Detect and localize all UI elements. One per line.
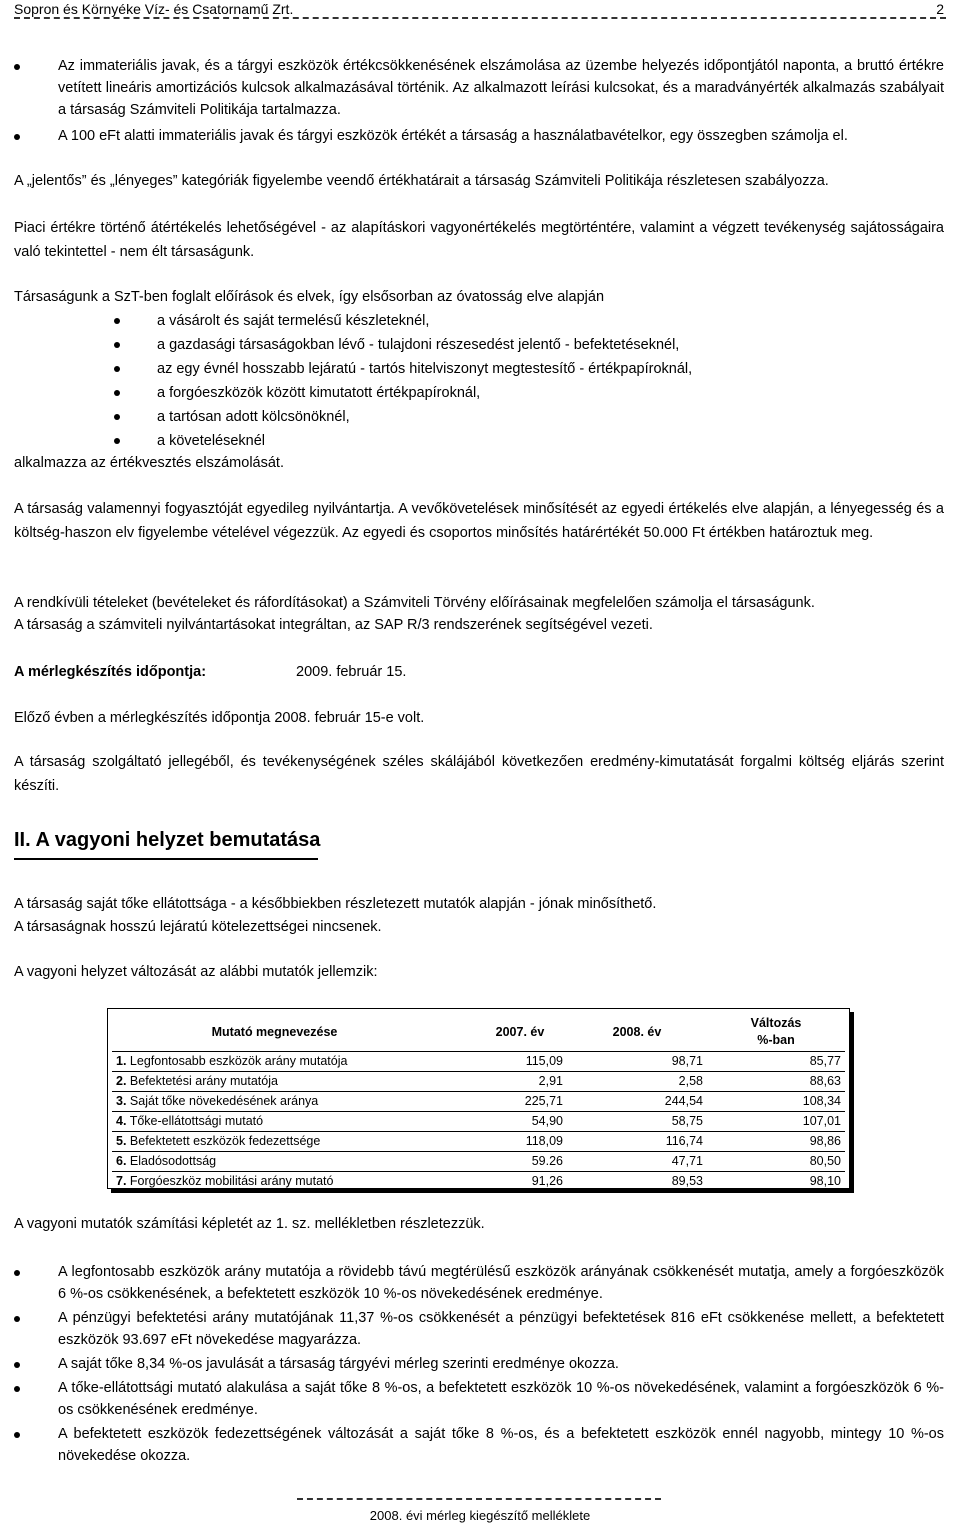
cell-2008: 47,71 bbox=[567, 1152, 707, 1172]
bullet-icon bbox=[14, 1386, 20, 1392]
bullet-icon bbox=[14, 1270, 20, 1276]
col-header-change-line1: Változás bbox=[750, 1016, 802, 1030]
row-name-cell bbox=[112, 1172, 437, 1192]
row-name-cell bbox=[112, 1112, 437, 1132]
table-row bbox=[112, 1132, 845, 1152]
cell-change: 80,50 bbox=[707, 1152, 845, 1172]
cell-2008: 116,74 bbox=[567, 1132, 707, 1152]
row-name: Saját tőke növekedésének aránya bbox=[129, 1094, 319, 1108]
cell-change: 98,86 bbox=[707, 1132, 845, 1152]
paragraph-elozo: Előző évben a mérlegkészítés időpontja 2008. február 15-e volt. bbox=[14, 710, 425, 726]
paragraph-hosszu-lejaratu: A társaságnak hosszú lejáratú kötelezettségei nincsenek. bbox=[14, 919, 382, 935]
row-name-cell bbox=[112, 1052, 437, 1072]
paragraph-tarsasagunk-outro: alkalmazza az értékvesztés elszámolását. bbox=[14, 455, 284, 471]
bullet-text: A saját tőke 8,34 %-os javulását a társaság tárgyévi mérleg szerinti eredménye okozza. bbox=[58, 1356, 619, 1372]
col-header-2008: 2008. év bbox=[567, 1013, 707, 1052]
cell-2007: 54,90 bbox=[437, 1112, 567, 1132]
paragraph-piaci: Piaci értékre történő átértékelés lehetőségével - az alapításkori vagyonértékelés megtörténtére, valamint a végzett tevékenység sajátosságaira való tekintettel - nem élt társaságunk. bbox=[14, 220, 944, 260]
list-item bbox=[110, 381, 930, 405]
table-row bbox=[112, 1152, 845, 1172]
bullet-icon bbox=[114, 390, 120, 396]
list-item bbox=[14, 55, 944, 121]
header-divider bbox=[14, 17, 946, 19]
bullet-text: Az immateriális javak, és a tárgyi eszközök értékcsökkenésének elszámolása az üzembe helyezés időpontjától naponta, a bruttó értékre vetített lineáris amortizációs kulcsok alkalmazásával történik. Az alkalmazott leírási kulcsokat, és a maradványérték alkalmazás szabályait a társaság Számviteli Politikája tartalmazza. bbox=[58, 58, 944, 118]
bullet-icon bbox=[114, 414, 120, 420]
bullet-text: A 100 eFt alatti immateriális javak és tárgyi eszközök értékét a társaság a használatbavételkor, egy összegben számolja el. bbox=[58, 128, 848, 144]
paragraph-rendkivuli: A rendkívüli tételeket (bevételeket és ráfordításokat) a Számviteli Törvény előírásainak megfelelően számolja el társaságunk. bbox=[14, 595, 815, 611]
list-item-text: a gazdasági társaságokban lévő - tulajdoni részesedést jelentő - befektetéseknél, bbox=[157, 337, 680, 353]
page-number: 2 bbox=[936, 1, 944, 17]
cell-2008: 89,53 bbox=[671, 1174, 703, 1188]
merleg-date-line bbox=[14, 660, 944, 684]
paragraph-jelentos: A „jelentős” és „lényeges” kategóriák figyelembe veendő értékhatárait a társaság Számviteli Politikája részletesen szabályozza. bbox=[14, 173, 829, 189]
row-number: 2. bbox=[116, 1074, 127, 1088]
table-row bbox=[112, 1072, 845, 1092]
list-item bbox=[110, 333, 930, 357]
list-item bbox=[110, 309, 930, 333]
row-number: 3. bbox=[116, 1094, 127, 1108]
bullet-icon bbox=[14, 134, 20, 140]
row-number: 5. bbox=[116, 1134, 127, 1148]
table-row bbox=[112, 1172, 845, 1192]
bullet-text: A tőke-ellátottsági mutató alakulása a saját tőke 8 %-os, a befektetett eszközök 10 %-os növekedésének, valamint a forgóeszközök 6 %-os csökkenésének eredménye. bbox=[58, 1380, 944, 1418]
list-item bbox=[14, 1423, 944, 1467]
bullet-icon bbox=[14, 64, 20, 70]
list-item-text: a követeléseknél bbox=[157, 433, 266, 449]
cell-change: 107,01 bbox=[707, 1112, 845, 1132]
list-item-text: a tartósan adott kölcsönöknél, bbox=[157, 409, 350, 425]
cell-2008: 98,71 bbox=[567, 1052, 707, 1072]
bullet-icon bbox=[14, 1316, 20, 1322]
cell-2007: 115,09 bbox=[437, 1052, 567, 1072]
table-row bbox=[112, 1112, 845, 1132]
list-item bbox=[110, 405, 930, 429]
row-number: 7. bbox=[116, 1174, 127, 1188]
row-name: Eladósodottság bbox=[129, 1154, 217, 1168]
col-header-change-line2: %-ban bbox=[757, 1033, 795, 1047]
bullet-text: A befektetett eszközök fedezettségének változását a saját tőke 8 %-os, és a befektetett eszközök ennél nagyobb, mintegy 10 %-os növekedése okozza. bbox=[58, 1426, 944, 1464]
bullet-icon bbox=[114, 366, 120, 372]
bullet-text: A legfontosabb eszközök arány mutatója a rövidebb távú megtérülésű eszközök arányának csökkenését mutatja, amely a forgóeszközök 6 %-os csökkenésének, a befektetett eszközök 10 %-os növekedésének eredménye. bbox=[58, 1264, 944, 1302]
col-header-change bbox=[707, 1013, 845, 1052]
row-name-cell bbox=[112, 1092, 437, 1112]
cell-2007: 91,26 bbox=[531, 1174, 563, 1188]
list-item bbox=[14, 1307, 944, 1351]
indicator-table bbox=[107, 1008, 850, 1189]
page-header bbox=[14, 0, 944, 16]
table-row bbox=[112, 1052, 845, 1072]
paragraph-sap: A társaság a számviteli nyilvántartásokat integráltan, az SAP R/3 rendszerének segítségével vezeti. bbox=[14, 617, 653, 633]
cell-2007: 118,09 bbox=[437, 1132, 567, 1152]
cell-change: 98,10 bbox=[809, 1174, 841, 1188]
paragraph-tarsasagunk-intro: Társaságunk a SzT-ben foglalt előírások és elvek, így elsősorban az óvatosság elve alapján bbox=[14, 289, 605, 305]
merleg-date-label: A mérlegkészítés időpontja: bbox=[14, 664, 207, 680]
cell-change: 88,63 bbox=[707, 1072, 845, 1092]
list-item-text: az egy évnél hosszabb lejáratú - tartós hitelviszonyt megtestesítő - értékpapíroknál, bbox=[157, 361, 693, 377]
indicator-table-grid bbox=[112, 1013, 845, 1191]
cell-2007: 2,91 bbox=[437, 1072, 567, 1092]
cell-2008: 2,58 bbox=[567, 1072, 707, 1092]
table-row bbox=[112, 1092, 845, 1112]
paragraph-fogyaszto: A társaság valamennyi fogyasztóját egyedileg nyilvántartja. A vevőkövetelések minősítését az egyedi értékelés elve alapján, a lényegesség és a költség-haszon elv figyelembe vételével végezzük. Az egyedi és csoportos minősítés határértékét 50.000 Ft értékben határoztuk meg. bbox=[14, 501, 944, 541]
row-name: Forgóeszköz mobilitási arány mutató bbox=[129, 1174, 334, 1188]
list-item bbox=[110, 357, 930, 381]
company-name: Sopron és Környéke Víz- és Csatornamű Zrt. bbox=[14, 1, 294, 17]
heading-underline bbox=[14, 858, 318, 860]
list-item bbox=[14, 125, 944, 147]
row-name-cell bbox=[112, 1152, 437, 1172]
row-name: Tőke-ellátottsági mutató bbox=[129, 1114, 264, 1128]
paragraph-valtozas: A vagyoni helyzet változását az alábbi mutatók jellemzik: bbox=[14, 964, 378, 980]
row-number: 4. bbox=[116, 1114, 127, 1128]
footer-divider bbox=[297, 1498, 661, 1500]
cell-change: 85,77 bbox=[707, 1052, 845, 1072]
cell-2007: 59.26 bbox=[437, 1152, 567, 1172]
cell-2008: 244,54 bbox=[567, 1092, 707, 1112]
bullet-text: A pénzügyi befektetési arány mutatójának 11,37 %-os csökkenését a pénzügyi befektetések 816 eFt csökkenése mellett, a befektetett eszközök 93.697 eFt növekedése magyarázza. bbox=[58, 1310, 944, 1348]
bullet-icon bbox=[114, 342, 120, 348]
cell-2007: 225,71 bbox=[437, 1092, 567, 1112]
list-item bbox=[14, 1261, 944, 1305]
cell-change: 108,34 bbox=[707, 1092, 845, 1112]
cell-2008: 58,75 bbox=[567, 1112, 707, 1132]
bullet-icon bbox=[14, 1362, 20, 1368]
page-footer: 2008. évi mérleg kiegészítő melléklete bbox=[369, 1508, 591, 1523]
col-header-name: Mutató megnevezése bbox=[112, 1013, 437, 1052]
merleg-date-value: 2009. február 15. bbox=[296, 664, 407, 680]
bullet-icon bbox=[114, 318, 120, 324]
list-item-text: a forgóeszközök között kimutatott értékpapíroknál, bbox=[157, 385, 481, 401]
row-name: Legfontosabb eszközök arány mutatója bbox=[129, 1054, 348, 1068]
list-item bbox=[110, 429, 930, 453]
list-item bbox=[14, 1377, 944, 1421]
col-header-2007: 2007. év bbox=[437, 1013, 567, 1052]
bullet-icon bbox=[114, 438, 120, 444]
row-number: 6. bbox=[116, 1154, 127, 1168]
section-heading: II. A vagyoni helyzet bemutatása bbox=[14, 829, 321, 851]
row-name-cell bbox=[112, 1132, 437, 1152]
row-name: Befektetett eszközök fedezettsége bbox=[129, 1134, 321, 1148]
list-item-text: a vásárolt és saját termelésű készleteknél, bbox=[157, 313, 430, 329]
row-name-cell bbox=[112, 1072, 437, 1092]
list-item bbox=[14, 1353, 944, 1375]
paragraph-kepletek: A vagyoni mutatók számítási képletét az 1. sz. mellékletben részletezzük. bbox=[14, 1216, 485, 1232]
row-name: Befektetési arány mutatója bbox=[129, 1074, 278, 1088]
paragraph-sajat-toke: A társaság saját tőke ellátottsága - a későbbiekben részletezett mutatók alapján - jónak minősíthető. bbox=[14, 896, 657, 912]
row-number: 1. bbox=[116, 1054, 127, 1068]
bullet-icon bbox=[14, 1432, 20, 1438]
paragraph-szolgaltato: A társaság szolgáltató jellegéből, és tevékenységének széles skálájából következően eredmény-kimutatását forgalmi költség eljárás szerint készíti. bbox=[14, 754, 944, 794]
